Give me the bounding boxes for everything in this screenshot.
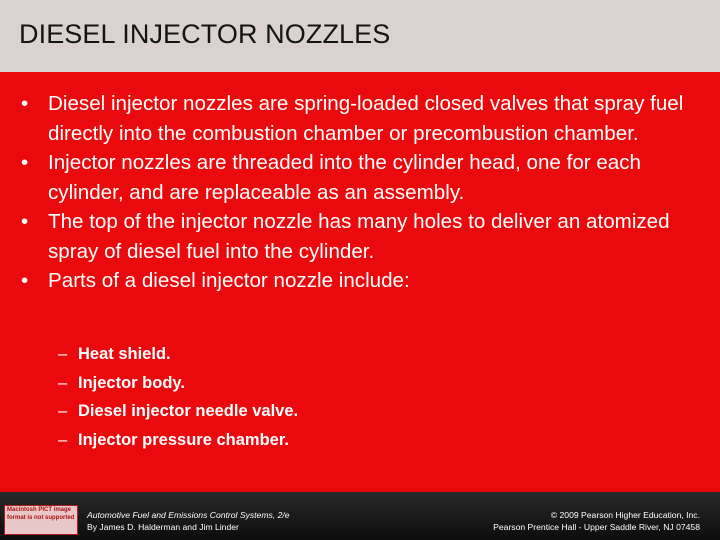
bullet-text: Parts of a diesel injector nozzle include: xyxy=(48,269,410,292)
bullet-marker: • xyxy=(21,210,29,233)
publisher-logo: Macintosh PICT image format is not supported xyxy=(4,505,78,535)
footer-citation xyxy=(87,509,290,533)
sub-bullet-item xyxy=(58,397,298,426)
bullet-item xyxy=(21,266,701,296)
bullet-item xyxy=(21,89,701,148)
bullet-text: Injector nozzles are threaded into the cylinder head, one for each cylinder, and are replaceable as an assembly. xyxy=(48,151,642,204)
sub-bullet-item xyxy=(58,369,298,398)
publisher-text: Pearson Prentice Hall - Upper Saddle River, NJ 07458 xyxy=(493,522,700,532)
bullet-marker: • xyxy=(21,151,29,174)
sub-bullet-text: Injector pressure chamber. xyxy=(78,430,289,449)
book-title: Automotive Fuel and Emissions Control Systems, 2/e xyxy=(87,510,290,520)
sub-bullet-marker: – xyxy=(58,402,68,420)
footer-copyright xyxy=(493,509,700,533)
sub-bullet-text: Diesel injector needle valve. xyxy=(78,402,299,420)
book-authors: By James D. Halderman and Jim Linder xyxy=(87,522,239,532)
slide-title: DIESEL INJECTOR NOZZLES xyxy=(19,19,391,49)
bullet-marker: • xyxy=(21,269,29,292)
sub-bullet-marker: – xyxy=(58,345,68,363)
sub-bullet-marker: – xyxy=(58,373,68,392)
bullet-item xyxy=(21,207,701,266)
sub-bullet-text: Heat shield. xyxy=(78,345,171,363)
sub-bullet-item xyxy=(58,340,298,369)
bullet-item xyxy=(21,148,701,207)
sub-bullet-text: Injector body. xyxy=(78,373,185,392)
bullet-text: The top of the injector nozzle has many holes to deliver an atomized spray of diesel fuel into the cylinder. xyxy=(48,210,670,263)
copyright-text: © 2009 Pearson Higher Education, Inc. xyxy=(550,510,700,520)
bullet-list xyxy=(21,89,701,296)
sub-bullet-marker: – xyxy=(58,430,68,449)
bullet-text: Diesel injector nozzles are spring-loaded closed valves that spray fuel directly into the combustion chamber or precombustion chamber. xyxy=(48,92,684,145)
sub-bullet-item xyxy=(58,426,298,455)
sub-bullet-list xyxy=(58,340,298,454)
bullet-marker: • xyxy=(21,92,29,115)
